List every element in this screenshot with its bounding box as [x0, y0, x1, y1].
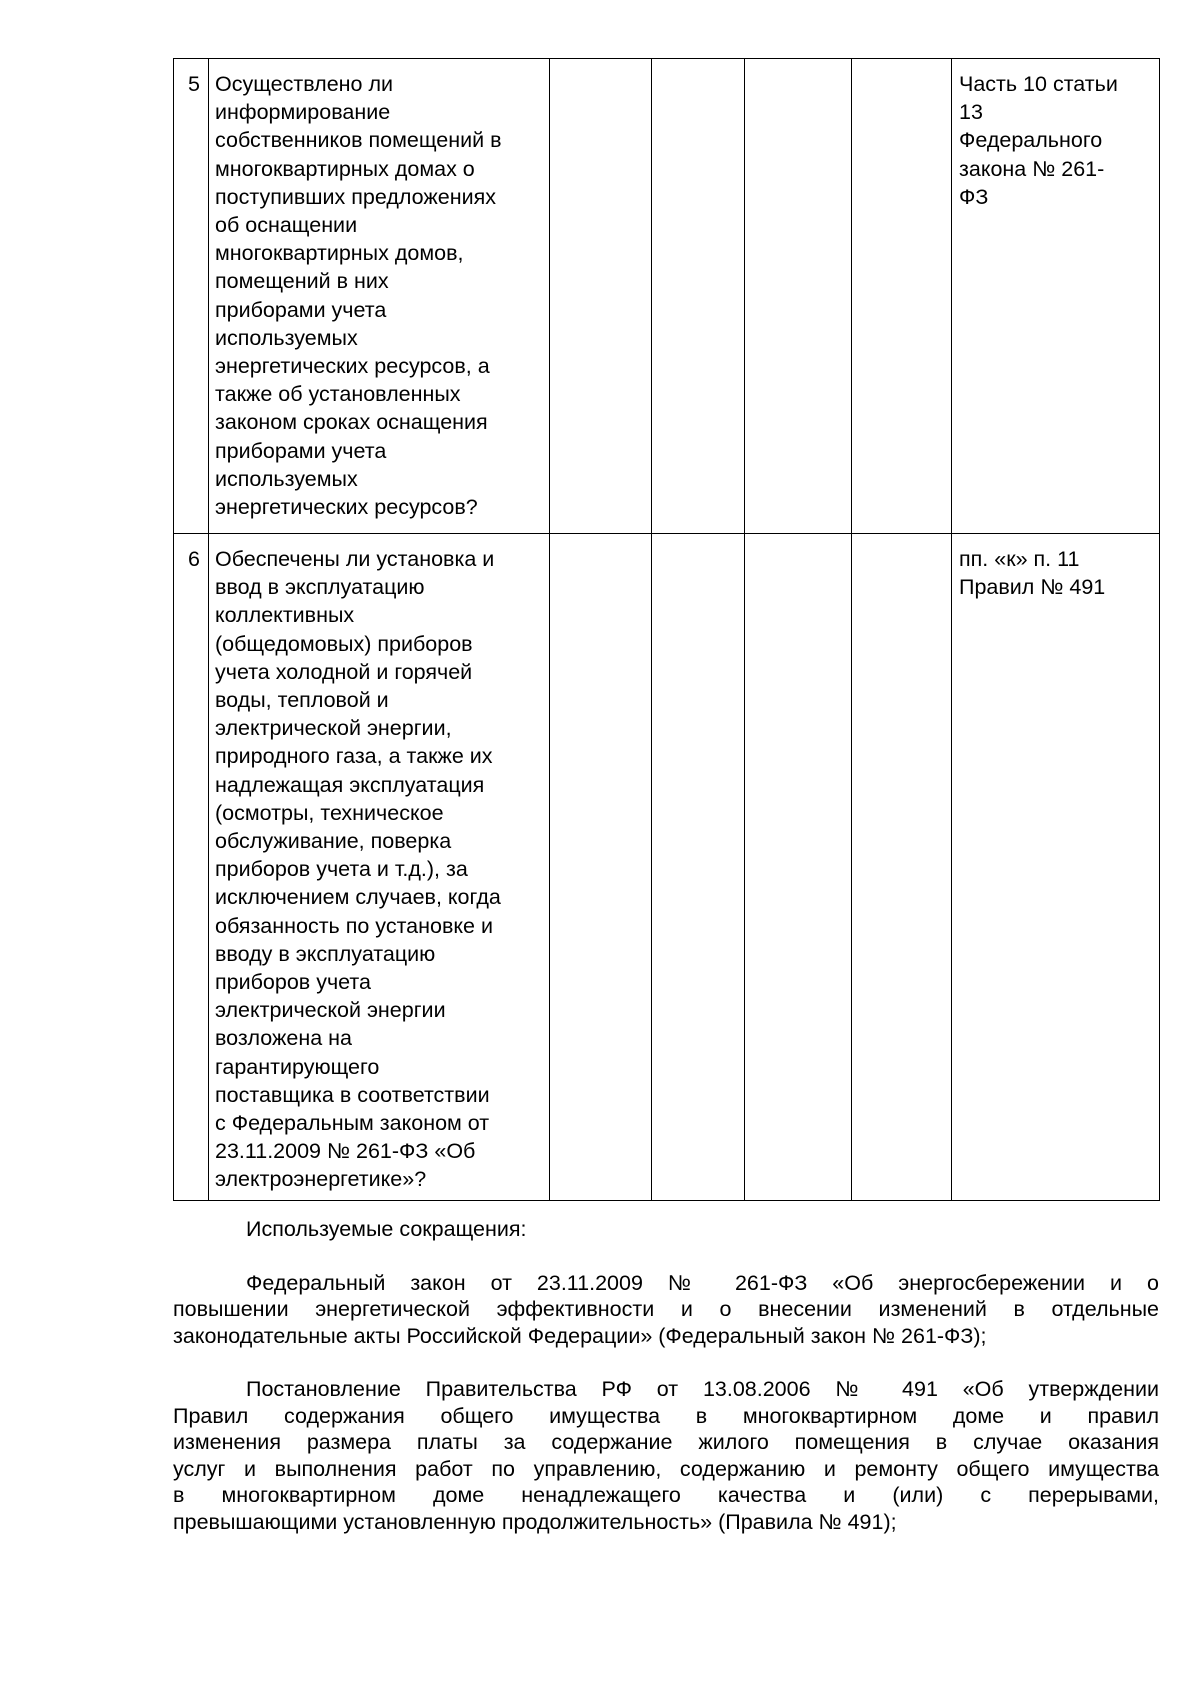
question-line: об оснащении: [215, 213, 358, 238]
question-line: Осуществлено ли: [215, 72, 394, 96]
question-line: многоквартирных домов,: [215, 241, 464, 266]
reference-line: Федерального: [959, 128, 1103, 153]
paragraph-line: Федеральный закон от 23.11.2009 № 261-ФЗ «Об энергосбережении и о: [246, 1270, 1159, 1295]
question-line: возложена на: [215, 1026, 352, 1051]
question-line: учета холодной и горячей: [215, 659, 473, 684]
answer-cell-notes: [852, 534, 952, 1201]
question-line: приборов учета: [215, 970, 371, 995]
paragraph-line: изменения размера платы за содержание жилого помещения в случае оказания: [173, 1430, 1159, 1454]
question-line: приборами учета: [215, 438, 387, 463]
question-line: собственников помещений в: [215, 128, 502, 153]
paragraph-line: законодательные акты Российской Федерации» (Федеральный закон № 261-ФЗ);: [173, 1323, 987, 1348]
reference-line: пп. «к» п. 11: [959, 547, 1080, 571]
answer-cell-na: [745, 59, 852, 534]
paragraph-line: повышении энергетической эффективности и о внесении изменений в отдельные: [173, 1297, 1159, 1321]
answer-cell-na: [745, 534, 852, 1201]
reference-line: Часть 10 статьи: [959, 72, 1118, 96]
paragraph-line: услуг и выполнения работ по управлению, содержанию и ремонту общего имущества: [173, 1456, 1159, 1481]
reference-line: 13: [959, 100, 983, 125]
question-line: информирование: [215, 100, 391, 125]
question-line: Обеспечены ли установка и: [215, 547, 495, 571]
question-line: природного газа, а также их: [215, 744, 493, 769]
answer-cell-yes: [550, 534, 652, 1201]
answer-cell-yes: [550, 59, 652, 534]
abbreviation-paragraph-261fz: [173, 1270, 1159, 1350]
reference-cell: [952, 59, 1160, 534]
question-line: 23.11.2009 № 261-ФЗ «Об: [215, 1139, 476, 1164]
question-line: электрической энергии,: [215, 716, 452, 741]
paragraph-line: Правил содержания общего имущества в многоквартирном доме и правил: [173, 1403, 1159, 1428]
question-line: (осмотры, техническое: [215, 800, 444, 825]
question-line: законом сроках оснащения: [215, 410, 488, 435]
paragraph-line: Постановление Правительства РФ от 13.08.2006 № 491 «Об утверждении: [246, 1377, 1159, 1401]
paragraph-line: превышающими установленную продолжительность» (Правила № 491);: [173, 1509, 897, 1534]
question-line: поставщика в соответствии: [215, 1082, 490, 1107]
answer-cell-no: [652, 534, 745, 1201]
answer-cell-notes: [852, 59, 952, 534]
question-line: электрической энергии: [215, 998, 446, 1023]
question-line: энергетических ресурсов, а: [215, 354, 490, 379]
question-line: воды, тепловой и: [215, 688, 389, 713]
question-line: помещений в них: [215, 269, 389, 294]
question-line: гарантирующего: [215, 1054, 380, 1079]
question-line: надлежащая эксплуатация: [215, 772, 485, 797]
question-line: также об установленных: [215, 382, 461, 407]
question-line: используемых: [215, 325, 358, 350]
abbreviations-heading: Используемые сокращения:: [246, 1217, 527, 1241]
row-number: 5: [174, 59, 209, 534]
abbreviations-section: [173, 1216, 1159, 1562]
question-line: приборов учета и т.д.), за: [215, 857, 468, 882]
question-line: коллективных: [215, 603, 355, 628]
question-line: ввод в эксплуатацию: [215, 575, 425, 600]
question-line: обслуживание, поверка: [215, 829, 452, 854]
table-row: [174, 534, 1160, 1201]
question-line: (общедомовых) приборов: [215, 631, 473, 656]
question-line: используемых: [215, 466, 358, 491]
question-line: энергетических ресурсов?: [215, 495, 478, 520]
answer-cell-no: [652, 59, 745, 534]
reference-cell: [952, 534, 1160, 1201]
reference-line: Правил № 491: [959, 575, 1106, 600]
question-line: электроэнергетике»?: [215, 1167, 427, 1192]
paragraph-line: в многоквартирном доме ненадлежащего качества и (или) с перерывами,: [173, 1483, 1159, 1507]
question-cell: [209, 534, 550, 1201]
abbreviation-paragraph-491: [173, 1376, 1159, 1535]
reference-line: закона № 261-: [959, 156, 1105, 181]
question-line: исключением случаев, когда: [215, 885, 501, 910]
table-row: [174, 59, 1160, 534]
question-line: поступивших предложениях: [215, 184, 496, 209]
question-line: с Федеральным законом от: [215, 1111, 490, 1136]
reference-line: ФЗ: [959, 184, 989, 209]
question-line: многоквартирных домах о: [215, 156, 475, 181]
question-line: вводу в эксплуатацию: [215, 941, 436, 966]
question-line: приборами учета: [215, 297, 387, 322]
row-number: 6: [174, 534, 209, 1201]
question-line: обязанность по установке и: [215, 913, 493, 938]
checklist-table: [173, 58, 1160, 1201]
question-cell: [209, 59, 550, 534]
